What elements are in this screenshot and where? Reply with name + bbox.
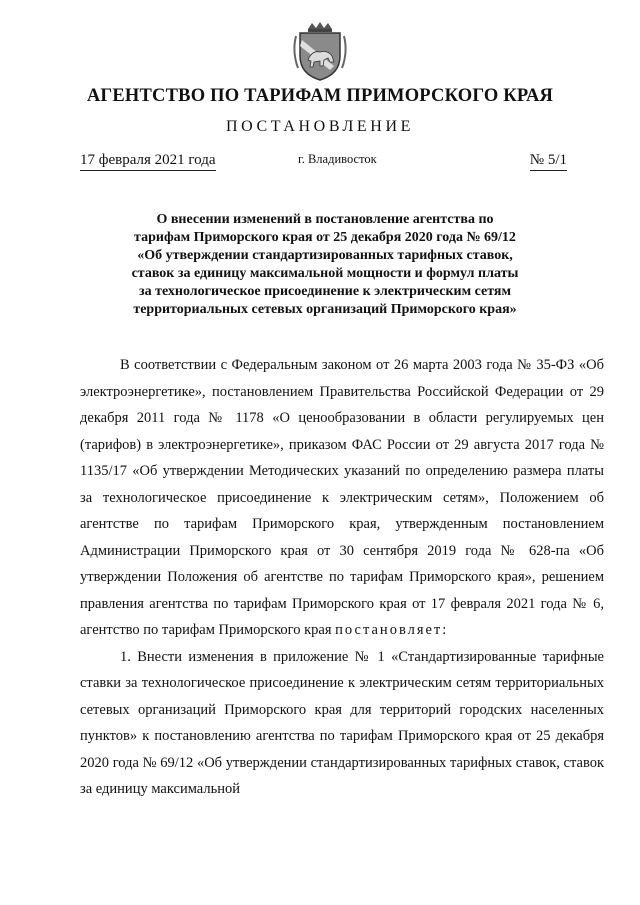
resolves-verb: постановляет: [335,622,449,638]
title-line: тарифам Приморского края от 25 декабря 2020 года № 69/12 [134,230,516,245]
title-line: «Об утверждении стандартизированных тарифных ставок, [137,248,513,263]
document-body [80,352,604,803]
document-meta [80,152,567,176]
title-line: территориальных сетевых организаций Приморского края» [133,302,517,317]
document-type: ПОСТАНОВЛЕНИЕ [226,118,414,135]
paragraph-item-1: 1. Внести изменения в приложение № 1 «Стандартизированные тарифные ставки за технологическое присоединение к электрическим сетям территориальных сетевых организаций Приморского края для территорий городских населенных пунктов» к постановлению агентства по тарифам Приморского края от 25 декабря 2020 года № 69/12 «Об утверждении стандартизированных тарифных ставок, ставок за единицу максимальной [80,648,604,797]
preamble-text: В соответствии с Федеральным законом от 26 марта 2003 года № 35-ФЗ «Об электроэнергетике», постановлением Правительства Российской Федерации от 29 декабря 2011 года № 1178 «О ценообразовании в области регулируемых цен (тарифов) в электроэнергетике», приказом ФАС России от 29 августа 2017 года № 1135/17 «Об утверждении Методических указаний по определению размера платы за технологическое присоединение к электрическим сетям», Положением об агентстве по тарифам Приморского края, утвержденным постановлением Администрации Приморского края от 30 сентября 2019 года № 628-па «Об утверждении Положения об агентстве по тарифам Приморского края», решением правления агентства по тарифам Приморского края от 17 февраля 2021 года № 6, агентство по тарифам Приморского края [80,357,604,638]
document-date: 17 февраля 2021 года [80,152,216,171]
title-line: О внесении изменений в постановление агентства по [156,212,494,227]
agency-name: АГЕНТСТВО ПО ТАРИФАМ ПРИМОРСКОГО КРАЯ [86,86,554,106]
document-number: № 5/1 [530,152,567,171]
title-line: ставок за единицу максимальной мощности и формул платы [131,266,519,281]
document-city: г. Владивосток [298,152,377,166]
paragraph-preamble [80,352,604,644]
document-title [100,211,550,319]
coat-of-arms-icon [290,20,350,82]
title-line: за технологическое присоединение к электрическим сетям [138,284,512,299]
